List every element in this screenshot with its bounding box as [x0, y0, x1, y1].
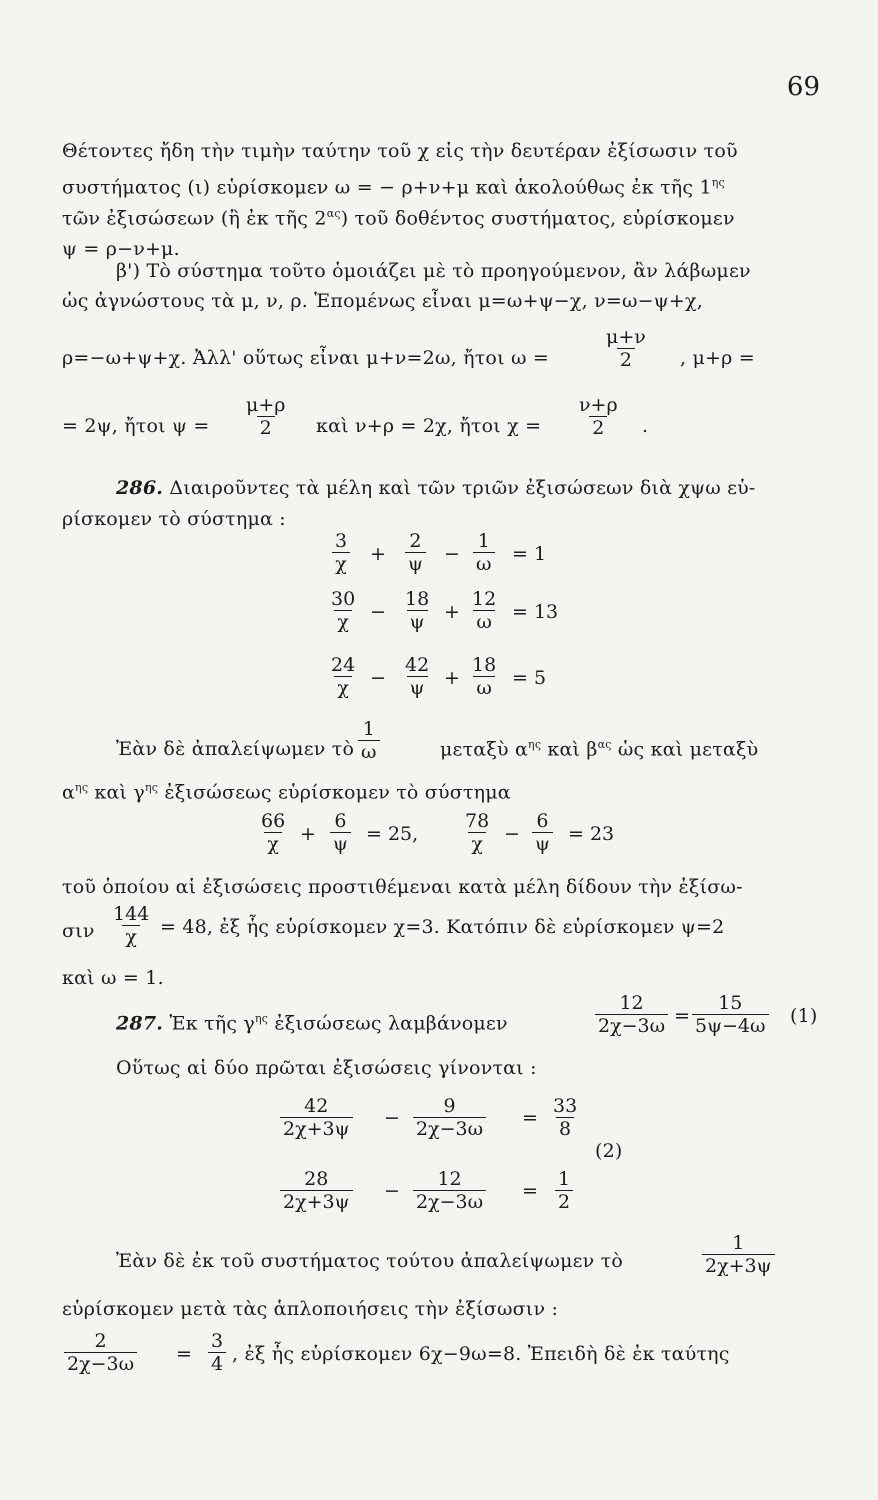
fraction: $\frac{12}{2\chi-3\omega}$: [595, 992, 668, 1037]
fraction: $\frac{1}{2\chi+3\psi}$: [702, 1232, 775, 1277]
fraction: $\frac{18}{\psi}$: [405, 588, 430, 633]
text-line: σιν: [62, 920, 95, 942]
fraction: $\frac{33}{8}$: [553, 1095, 578, 1140]
fraction: $\frac{42}{2\chi+3\psi}$: [280, 1095, 353, 1140]
equation-label: (1): [790, 1005, 818, 1027]
equation-rhs: = 5: [512, 667, 547, 689]
fraction: $\frac{2}{2\chi-3\omega}$: [64, 1330, 137, 1375]
text-line: 286. Διαιροῦντες τὰ μέλη καὶ τῶν τριῶν ἐξισώσεων διὰ χψω εὑ-: [116, 477, 756, 499]
text-line: εὑρίσκομεν μετὰ τὰς ἁπλοποιήσεις τὴν ἐξίσωσιν :: [62, 1298, 559, 1320]
text-line: 287. Ἐκ τῆς $\gamma^{\eta\varsigma}$ ἐξισώσεως λαμβάνομεν: [116, 1012, 508, 1035]
text-line: ρ=−ω+ψ+χ. Ἀλλ' οὕτως εἶναι μ+ν=2ω, ἤτοι ω =: [62, 347, 550, 369]
text-line: Ἐὰν δὲ ἀπαλείψωμεν τὸ: [116, 738, 355, 760]
operator: =: [674, 1005, 690, 1027]
text-line: = 2ψ, ἤτοι ψ =: [62, 415, 210, 437]
text-line: συστήματος (ι) εὑρίσκομεν ω = − ρ+ν+μ καὶ ἀκολούθως ἐκ τῆς $1^{\eta\varsigma}$: [62, 176, 725, 199]
operator: −: [370, 667, 386, 689]
fraction: $\frac{\mu+\nu}{2}$: [606, 326, 646, 371]
operator: −: [444, 543, 460, 565]
fraction: $\frac{30}{\chi}$: [331, 588, 356, 633]
operator: +: [300, 823, 316, 845]
fraction: $\frac{78}{\chi}$: [465, 810, 490, 855]
fraction: $\frac{9}{2\chi-3\omega}$: [413, 1095, 486, 1140]
operator: =: [522, 1180, 538, 1202]
text-line: καὶ ω = 1.: [62, 967, 164, 989]
text-line: Θέτοντες ἤδη τὴν τιμὴν ταύτην τοῦ χ εἰς τὴν δευτέραν ἐξίσωσιν τοῦ: [62, 140, 738, 162]
operator: −: [504, 823, 520, 845]
text-line: Ἐὰν δὲ ἐκ τοῦ συστήματος τούτου ἀπαλείψωμεν τὸ: [116, 1250, 623, 1272]
operator: =: [176, 1343, 192, 1365]
fraction: $\frac{144}{\chi}$: [113, 903, 150, 948]
equation-rhs: = 25,: [366, 823, 419, 845]
text-line: καὶ ν+ρ = 2χ, ἤτοι χ =: [316, 415, 542, 437]
fraction: $\frac{\nu+\rho}{2}$: [579, 394, 618, 439]
fraction: $\frac{3}{\chi}$: [332, 530, 350, 575]
fraction: $\frac{1}{\omega}$: [358, 718, 380, 763]
section-number: 287.: [116, 1012, 164, 1035]
equation-label: (2): [595, 1140, 623, 1162]
text-line: = 48, ἐξ ἧς εὑρίσκομεν χ=3. Κατόπιν δὲ εὑρίσκομεν ψ=2: [160, 916, 725, 938]
fraction: $\frac{1}{2}$: [555, 1168, 573, 1213]
fraction: $\frac{12}{\omega}$: [472, 588, 497, 633]
fraction: $\frac{1}{\omega}$: [473, 530, 495, 575]
fraction: $\frac{2}{\psi}$: [405, 530, 426, 575]
page-number: 69: [786, 72, 820, 102]
section-number: 286.: [116, 477, 164, 499]
text-line: Οὕτως αἱ δύο πρῶται ἐξισώσεις γίνονται :: [116, 1057, 537, 1079]
text-line: β') Τὸ σύστημα τοῦτο ὁμοιάζει μὲ τὸ προηγούμενον, ἂν λάβωμεν: [116, 260, 751, 282]
text-line: , μ+ρ =: [680, 347, 755, 369]
fraction: $\frac{66}{\chi}$: [261, 810, 286, 855]
fraction: $\frac{28}{2\chi+3\psi}$: [280, 1168, 353, 1213]
text-line: ρίσκομεν τὸ σύστημα :: [62, 508, 286, 530]
fraction: $\frac{3}{4}$: [208, 1330, 226, 1375]
fraction: $\frac{42}{\psi}$: [405, 654, 430, 699]
text-line: .: [642, 415, 649, 437]
text-line: , ἐξ ἧς εὑρίσκομεν 6χ−9ω=8. Ἐπειδὴ δὲ ἐκ ταύτης: [232, 1343, 730, 1365]
operator: +: [370, 543, 386, 565]
operator: +: [444, 667, 460, 689]
text-line: ψ = ρ−ν+μ.: [62, 238, 180, 260]
text-line: τοῦ ὁποίου αἱ ἐξισώσεις προστιθέμεναι κατὰ μέλη δίδουν τὴν ἐξίσω-: [62, 876, 743, 898]
operator: +: [444, 601, 460, 623]
equation-rhs: = 1: [512, 543, 547, 565]
fraction: $\frac{18}{\omega}$: [472, 654, 497, 699]
operator: =: [522, 1107, 538, 1129]
operator: −: [384, 1107, 400, 1129]
fraction: $\frac{12}{2\chi-3\omega}$: [413, 1168, 486, 1213]
text-line: τῶν ἐξισώσεων (ἢ ἐκ τῆς $2^{\alpha\varsigma}$) τοῦ δοθέντος συστήματος, εὑρίσκομεν: [62, 207, 735, 230]
operator: −: [384, 1180, 400, 1202]
operator: −: [370, 601, 386, 623]
fraction: $\frac{6}{\psi}$: [532, 810, 553, 855]
fraction: $\frac{24}{\chi}$: [331, 654, 356, 699]
fraction: $\frac{\mu+\rho}{2}$: [246, 394, 286, 439]
fraction: $\frac{15}{5\psi-4\omega}$: [692, 992, 769, 1037]
text-line: $\alpha^{\eta\varsigma}$ καὶ $\gamma^{\eta\varsigma}$ ἐξισώσεως εὑρίσκομεν τὸ σύστημα: [62, 781, 511, 804]
text-line: ὡς ἀγνώστους τὰ μ, ν, ρ. Ἑπομένως εἶναι μ=ω+ψ−χ, ν=ω−ψ+χ,: [62, 290, 703, 312]
equation-rhs: = 13: [512, 601, 559, 623]
fraction: $\frac{6}{\psi}$: [330, 810, 351, 855]
text-line: μεταξὺ $\alpha^{\eta\varsigma}$ καὶ $\beta^{\alpha\varsigma}$ ὡς καὶ μεταξὺ: [440, 738, 759, 761]
equation-rhs: = 23: [568, 823, 615, 845]
